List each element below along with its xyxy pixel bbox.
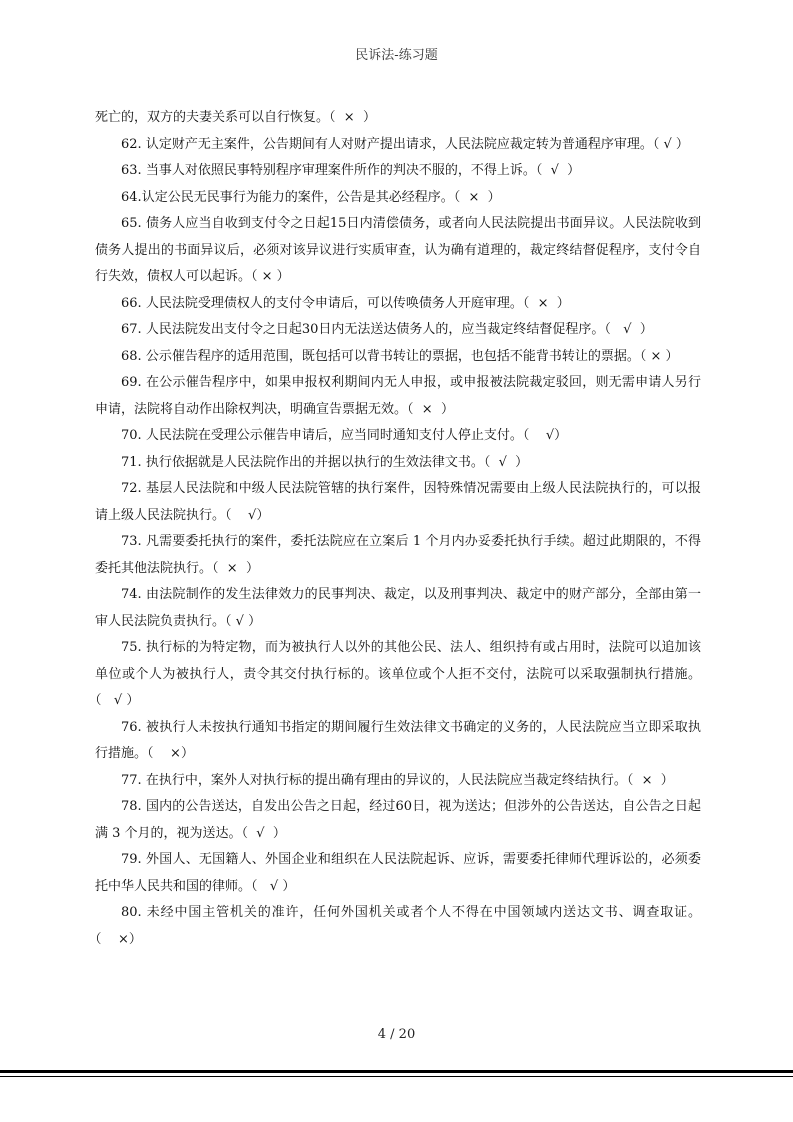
question-number: 69. [121,375,142,390]
list-item [95,476,701,529]
list-item [95,132,701,159]
answer-mark: （ √ ） [483,454,529,470]
question-text: 在公示催告程序中，如果申报权利期间内无人申报，或申报被法院裁定驳回，则无需申请人另行申请，法院将自动作出除权判决，明确宣告票据无效。 [95,375,701,417]
answer-mark: （ √ ） [225,613,262,629]
question-text: 外国人、无国籍人、外国企业和组织在人民法院起诉、应诉，需要委托律师代理诉讼的，必须委托中华人民共和国的律师。 [95,852,701,894]
list-item [95,635,701,715]
answer-mark: （ × ） [407,401,454,417]
question-number: 71. [121,454,142,470]
question-number: 74. [121,587,142,602]
question-text: 人民法院在受理公示催告申请后，应当同时通知支付人停止支付。 [145,428,523,443]
answer-mark: （ × ） [626,772,674,788]
answer-mark: （ √ ） [241,825,286,841]
answer-mark: （ ×） [95,931,142,947]
question-text: 当事人对依照民事特别程序审理案件所作的判决不服的，不得上诉。 [145,163,536,178]
question-number: 72. [121,481,142,496]
question-text: 执行依据就是人民法院作出的并据以执行的生效法律文书。 [145,454,484,470]
question-text: 人民法院受理债权人的支付令申请后，可以传唤债务人开庭审理。 [145,295,523,311]
answer-mark: （ × ） [251,269,290,284]
list-item [95,291,701,318]
question-text: 未经中国主管机关的准许，任何外国机关或者个人不得在中国领域内送达文书、调查取证。 [146,905,701,920]
list-item [95,715,701,768]
question-number: 80. [121,905,142,920]
question-number: 78. [121,799,142,814]
list-item [95,370,701,423]
answer-mark: （ × ） [329,110,376,125]
answer-mark: （ ×） [147,746,194,761]
question-text: 认定财产无主案件，公告期间有人对财产提出请求，人民法院应裁定转为普通程序审理。 [145,136,653,152]
question-list [95,105,701,953]
question-text: 债务人应当自收到支付令之日起15日内清偿债务，或者向人民法院提出书面异议。人民法院收到债务人提出的书面异议后，必须对该异议进行实质审查，认为确有道理的，裁定终结督促程序，支付令自行失效，债权人可以起诉。 [95,216,702,284]
answer-mark: （ √） [225,507,270,523]
footer-divider-thick [0,1070,793,1073]
question-number: 70. [121,428,142,443]
answer-mark: （ √ ） [604,322,653,337]
answer-mark: （ √） [522,428,568,443]
list-item-continuation: 死亡的，双方的夫妻关系可以自行恢复。（ × ） [95,110,376,125]
list-item [95,158,701,185]
question-number: 75. [121,640,142,655]
question-text: 基层人民法院和中级人民法院管辖的执行案件，因特殊情况需要由上级人民法院执行的，可以报请上级人民法院执行。 [95,481,701,523]
question-text: 国内的公告送达，自发出公告之日起，经过60日，视为送达；但涉外的公告送达，自公告之日起满 3 个月的，视为送达。 [95,799,702,841]
list-item [95,794,701,847]
question-number: 63. [121,163,142,178]
list-item [95,768,701,795]
list-item [95,423,701,450]
list-item [95,900,701,953]
question-number: 64. [121,189,142,205]
question-number: 76. [121,719,142,735]
answer-mark: （ × ） [639,348,679,364]
question-number: 73. [121,534,142,549]
footer-divider-thin [0,1076,793,1077]
question-number: 68. [121,348,142,364]
list-item [95,211,701,291]
question-number: 79. [121,852,142,867]
question-number: 67. [121,322,142,337]
question-text: 凡需要委托执行的案件，委托法院应在立案后 1 个月内办妥委托执行手续。超过此期限的，不得委托其他法院执行。 [95,534,701,576]
list-item [95,847,701,900]
page-header [0,44,793,63]
question-text: 执行标的为特定物，而为被执行人以外的其他公民、法人、组织持有或占用时，法院可以追加该单位或个人为被执行人，责令其交付执行标的。该单位或个人拒不交付，法院可以采取强制执行措施。 [95,640,701,682]
question-text: 认定公民无民事行为能力的案件，公告是其必经程序。 [141,189,454,205]
answer-mark: （ × ） [453,189,501,205]
question-number: 65. [121,216,142,231]
answer-mark: （ × ） [212,560,259,576]
question-text: 由法院制作的发生法律效力的民事判决、裁定，以及刑事判决、裁定中的财产部分，全部由第一审人民法院负责执行。 [95,587,701,629]
question-number: 66. [121,295,142,311]
list-item [95,185,701,212]
list-item [95,344,701,371]
document-title: 民诉法-练习题 [355,48,438,63]
question-number: 77. [121,772,142,788]
answer-mark: （ √ ） [251,878,296,894]
question-text: 被执行人未按执行通知书指定的期间履行生效法律文书确定的义务的，人民法院应当立即采取执行措施。 [95,719,701,761]
answer-mark: （ √ ） [652,136,689,152]
list-item [95,529,701,582]
list-item [95,582,701,635]
list-item [95,450,701,477]
page-number: 4 / 20 [377,1027,416,1042]
question-text: 人民法院发出支付令之日起30日内无法送达债务人的，应当裁定终结督促程序。 [145,322,605,337]
answer-mark: （ × ） [522,295,570,311]
question-number: 62. [121,136,142,152]
answer-mark: （ √ ） [535,163,581,178]
question-text: 在执行中，案外人对执行标的提出确有理由的异议的，人民法院应当裁定终结执行。 [145,772,627,788]
answer-mark: （ √ ） [95,693,140,708]
list-item [95,317,701,344]
question-text: 公示催告程序的适用范围，既包括可以背书转让的票据，也包括不能背书转让的票据。 [145,348,640,364]
